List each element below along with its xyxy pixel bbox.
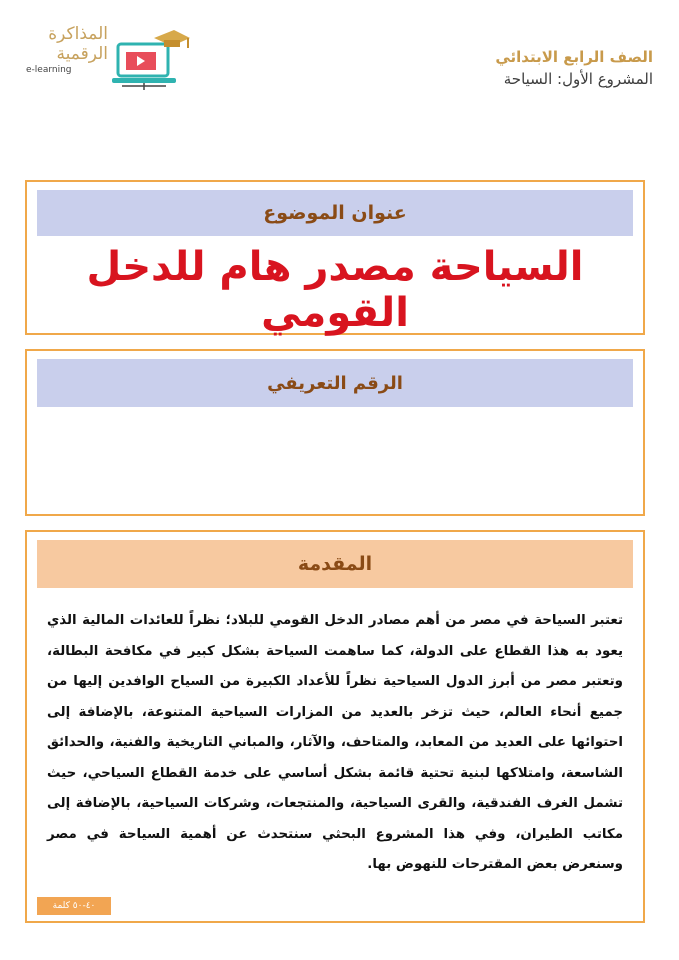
logo-line2: الرقمية (56, 44, 108, 64)
introduction-label: المقدمة (297, 553, 373, 575)
topic-box (25, 180, 645, 335)
introduction-text: تعتبر السياحة في مصر من أهم مصادر الدخل القومي للبلاد؛ نظراً للعائدات المالية الذي يعود به هذا القطاع على الدولة، كما ساهمت السياحة بشكل كبير في مكافحة البطالة، وتعتبر مصر من أبرز الدول السياحية نظراً للأعداد الكبيرة من السياح الوافدين إليها من جميع أنحاء العالم، حيث تزخر بالعديد من المزارات السياحية المتنوعة، بالإضافة إلى احتوائها على العديد من المعابد، والمتاحف، والآثار، والمباني التاريخية والفنية، والحدائق الشاسعة، وامتلاكها لبنية تحتية قائمة بشكل أساسي على خدمة القطاع السياحي، حيث تشمل الغرف الفندقية، والقرى السياحية، والمنتجعات، وشركات السياحية، بالإضافة إلى مكاتب الطيران، وفي هذا المشروع البحثي سنتحدث عن أهمية السياحة في مصر وسنعرض بعض المقترحات للنهوض بها. (47, 613, 623, 872)
grade-label: الصف الرابع الابتدائي (495, 48, 653, 66)
topic-title: السياحة مصدر هام للدخل القومي (86, 244, 584, 336)
word-count-badge: ٤٠-٥٠ كلمة (37, 897, 111, 915)
identifier-label-bar (37, 359, 633, 407)
topic-label-bar (37, 190, 633, 236)
laptop-graduation-icon (112, 28, 192, 98)
introduction-box (25, 530, 645, 923)
introduction-label-bar (37, 540, 633, 588)
logo-line1: المذاكرة (48, 24, 108, 44)
header (495, 46, 653, 90)
logo-text (22, 24, 108, 76)
logo (16, 24, 196, 104)
identifier-label: الرقم التعريفي (267, 372, 403, 394)
identifier-box (25, 349, 645, 516)
topic-label: عنوان الموضوع (263, 202, 407, 224)
logo-line3: e-learning (26, 65, 72, 75)
project-label: المشروع الأول: السياحة (503, 70, 653, 88)
